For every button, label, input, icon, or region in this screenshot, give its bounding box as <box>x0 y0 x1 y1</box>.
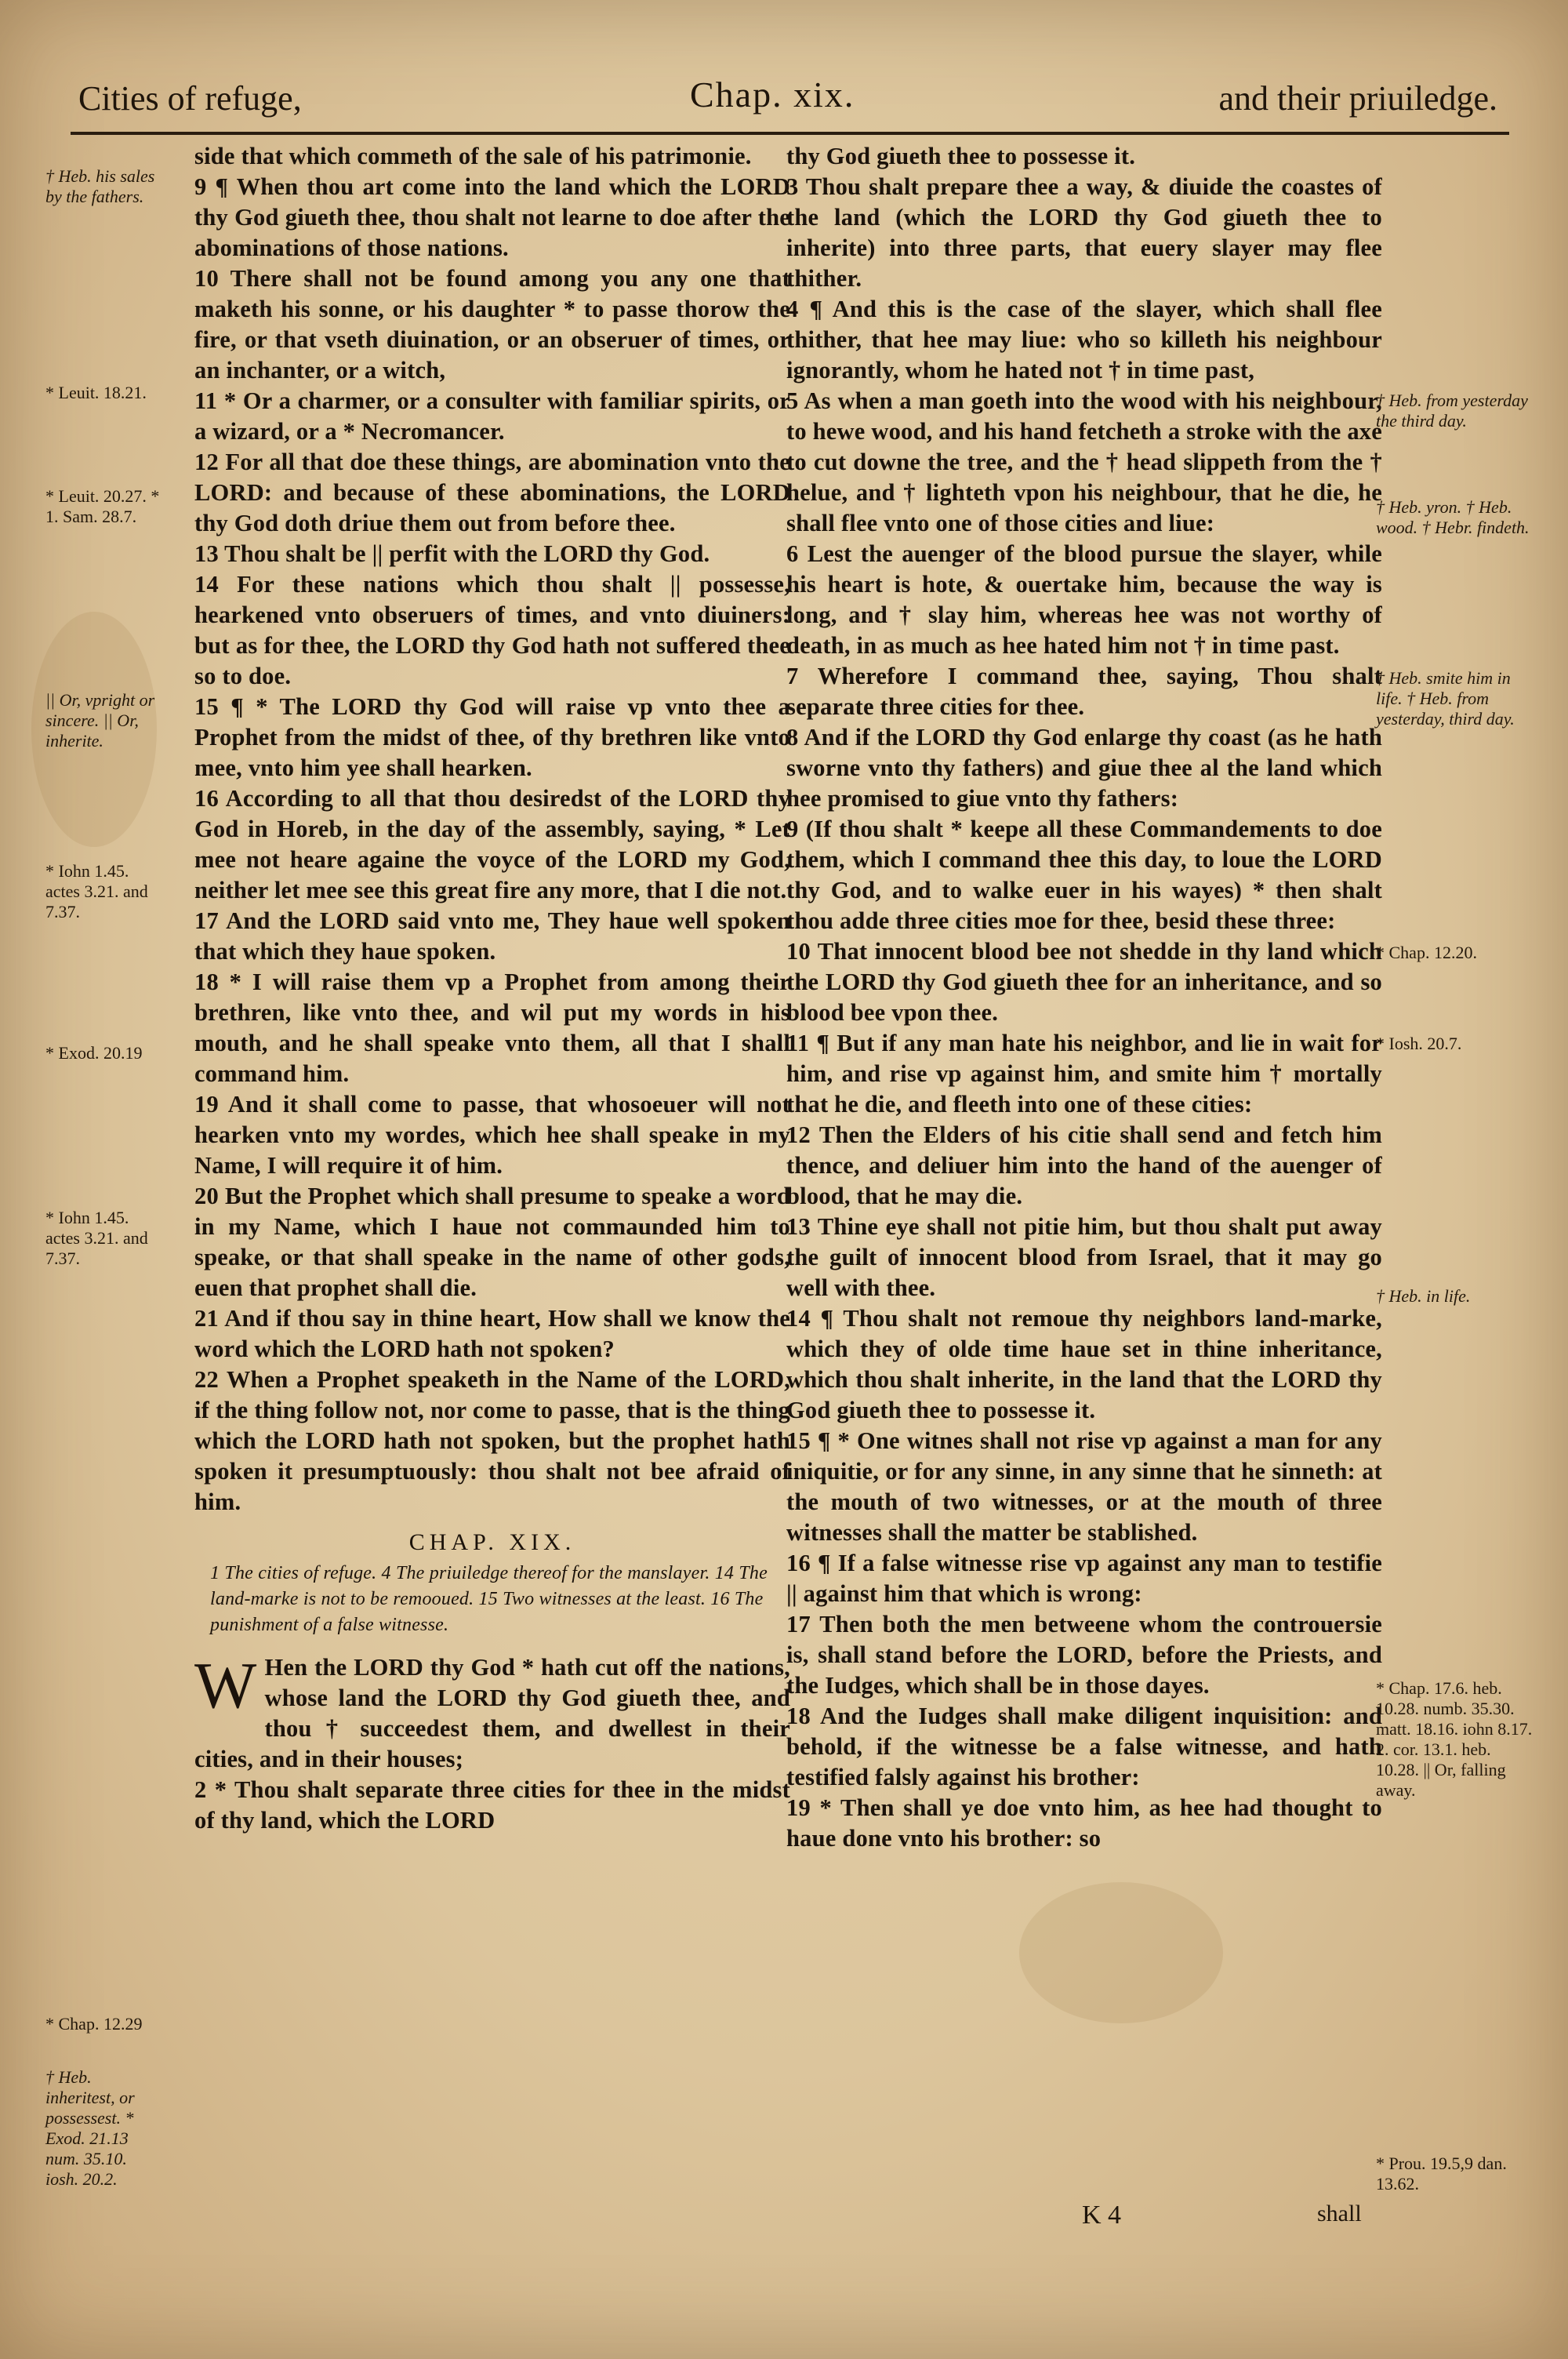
margin-note-left: † Heb. inheritest, or possessest. * Exod. 21.13 num. 35.10. iosh. 20.2. <box>45 2067 135 2189</box>
header-rule <box>71 132 1509 135</box>
margin-note-left: * Exod. 20.19 <box>45 1043 143 1063</box>
verse-paragraph: 18 And the Iudges shall make diligent inquisition: and behold, if the witnesse be a false witnesse, and hath testified falsly against his brother: <box>786 1703 1382 1790</box>
verse-paragraph: thy God giueth thee to possesse it. <box>786 143 1136 169</box>
verse-paragraph: 13 Thou shalt be || perfit with the LORD thy God. <box>194 540 710 567</box>
verse-paragraph: 19 And it shall come to passe, that whosoeuer will not hearken vnto my wordes, which hee shall speake in my Name, I will require it of him. <box>194 1091 790 1179</box>
margin-note-right: † Heb. in life. <box>1376 1286 1471 1306</box>
catchword: shall <box>1317 2201 1362 2226</box>
verse-paragraph: 9 (If thou shalt * keepe all these Commandements to doe them, which I command thee this day, to loue the LORD thy God, and to walke euer in his wayes) * then shalt thou adde three cities moe for thee, besid these three: <box>786 816 1382 934</box>
running-head-center: Chap. xix. <box>690 75 855 114</box>
margin-note-right: † Heb. yron. † Heb. wood. † Hebr. findeth. <box>1376 497 1530 537</box>
verse-paragraph: 14 ¶ Thou shalt not remoue thy neighbors land-marke, which they of olde time haue set in thine inheritance, which thou shalt inherite, in the land that the LORD thy God giueth thee to possesse it. <box>786 1305 1382 1423</box>
verse-paragraph: 16 According to all that thou desiredst of the LORD thy God in Horeb, in the day of the assembly, saying, * Let mee not heare againe the voyce of the LORD my God, neither let mee see this great fire any more, that I die not. <box>194 785 790 903</box>
verse-paragraph: 9 ¶ When thou art come into the land which the LORD thy God giueth thee, thou shalt not learne to doe after the abominations of those nations. <box>194 173 790 261</box>
text-column-left <box>194 141 790 2165</box>
margin-note-left: * Chap. 12.29 <box>45 2014 143 2034</box>
verse-paragraph: 21 And if thou say in thine heart, How shall we know the word which the LORD hath not spoken? <box>194 1305 790 1362</box>
chapter-heading: CHAP. XIX. <box>408 1529 576 1555</box>
verse-paragraph: 4 ¶ And this is the case of the slayer, which shall flee thither, that hee may liue: who so killeth his neighbour ignorantly, whom he hated not † in time past, <box>786 296 1382 383</box>
verse-paragraph: 6 Lest the auenger of the blood pursue the slayer, while his heart is hote, & ouertake him, because the way is long, and † slay him, whereas hee was not worthy of death, in as much as hee hated him not † in time past. <box>786 540 1382 659</box>
margin-note-right: * Chap. 12.20. <box>1376 943 1477 962</box>
chapter-opening <box>194 1649 790 1775</box>
verse-paragraph: 7 Wherefore I command thee, saying, Thou shalt separate three cities for thee. <box>786 663 1382 720</box>
verse-paragraph: 17 Then both the men betweene whom the controuersie is, shall stand before the LORD, before the Priests, and the Iudges, which shall be in those dayes. <box>786 1611 1382 1699</box>
verse-paragraph: 11 ¶ But if any man hate his neighbor, and lie in wait for him, and rise vp against him, and smite him † mortally that he die, and fleeth into one of these cities: <box>786 1030 1382 1118</box>
verse-paragraph: 3 Thou shalt prepare thee a way, & diuide the coastes of the land (which the LORD thy God giueth thee to inherite) into three parts, that euery slayer may flee thither. <box>786 173 1382 292</box>
running-head <box>78 71 1497 125</box>
verse-paragraph: 20 But the Prophet which shall presume to speake a word in my Name, which I haue not commaunded him to speake, or that shall speake in the name of other gods, euen that prophet shall die. <box>194 1183 790 1301</box>
margin-note-right: * Prou. 19.5,9 dan. 13.62. <box>1376 2154 1507 2194</box>
verse-paragraph: 5 As when a man goeth into the wood with his neighbour, to hewe wood, and his hand fetcheth a stroke with the axe to cut downe the tree, and the † head slippeth from the † helue, and † lighteth vpon his neighbour, that he die, he shall flee vnto one of those cities and liue: <box>786 387 1382 536</box>
text-column-right <box>786 141 1382 2196</box>
margin-note-right: * Iosh. 20.7. <box>1376 1034 1462 1053</box>
verse-paragraph: 8 And if the LORD thy God enlarge thy coast (as he hath sworne vnto thy fathers) and giue thee al the land which hee promised to giue vnto thy fathers: <box>786 724 1382 812</box>
verse-paragraph: 2 * Thou shalt separate three cities for thee in the midst of thy land, which the LORD <box>194 1776 790 1834</box>
verse-paragraph: 22 When a Prophet speaketh in the Name of the LORD, if the thing follow not, nor come to passe, that is the thing which the LORD hath not spoken, but the prophet hath spoken it presumptuously: thou shalt not bee afraid of him. <box>194 1366 790 1515</box>
signature-mark: K 4 <box>1082 2201 1122 2230</box>
verse-paragraph: 10 That innocent blood bee not shedde in thy land which the LORD thy God giueth thee for an inheritance, and so blood bee vpon thee. <box>786 938 1382 1026</box>
verse-paragraph: 17 And the LORD said vnto me, They haue well spoken that which they haue spoken. <box>194 907 790 965</box>
chapter-summary: 1 The cities of refuge. 4 The priuiledge thereof for the manslayer. 14 The land-marke is not to be remooued. 15 Two witnesses at the least. 16 The punishment of a false witnesse. <box>210 1563 768 1635</box>
margin-note-left: * Leuit. 20.27. * 1. Sam. 28.7. <box>45 486 160 526</box>
verse-paragraph: 12 For all that doe these things, are abomination vnto the LORD: and because of these abominations, the LORD thy God doth driue them out from before thee. <box>194 449 790 536</box>
margin-note-left: * Iohn 1.45. actes 3.21. and 7.37. <box>45 1208 148 1268</box>
running-head-left: Cities of refuge, <box>78 79 302 118</box>
running-head-right: and their priuiledge. <box>1218 79 1497 118</box>
drop-capital: W <box>194 1649 257 1722</box>
margin-note-right: † Heb. smite him in life. † Heb. from yesterday, third day. <box>1376 668 1515 729</box>
verse-paragraph: 16 ¶ If a false witnesse rise vp against any man to testifie || against him that which is wrong: <box>786 1550 1382 1607</box>
verse-paragraph: side that which commeth of the sale of his patrimonie. <box>194 143 752 169</box>
margin-note-right: † Heb. from yesterday the third day. <box>1376 391 1528 431</box>
verse-paragraph: 18 * I will raise them vp a Prophet from among their brethren, like vnto thee, and wil put my words in his mouth, and he shall speake vnto them, all that I shall command him. <box>194 969 790 1087</box>
verse-paragraph: 11 * Or a charmer, or a consulter with familiar spirits, or a wizard, or a * Necromancer. <box>194 387 790 445</box>
verse-paragraph: 13 Thine eye shall not pitie him, but thou shalt put away the guilt of innocent blood from Israel, that it may go well with thee. <box>786 1213 1382 1301</box>
verse-one: Hen the LORD thy God * hath cut off the nations, whose land the LORD thy God giueth thee, and thou † succeedest them, and dwellest in their cities, and in their houses; <box>194 1654 790 1772</box>
margin-note-right: * Chap. 17.6. heb. 10.28. numb. 35.30. matt. 18.16. iohn 8.17. 2. cor. 13.1. heb. 10.28. || Or, falling away. <box>1376 1678 1533 1800</box>
verse-paragraph: 19 * Then shall ye doe vnto him, as hee had thought to haue done vnto his brother: so <box>786 1794 1382 1852</box>
margin-note-left: † Heb. his sales by the fathers. <box>45 166 155 206</box>
verse-paragraph: 15 ¶ * The LORD thy God will raise vp vnto thee a Prophet from the midst of thee, of thy brethren like vnto mee, vnto him yee shall hearken. <box>194 693 790 781</box>
verse-paragraph: 10 There shall not be found among you any one that maketh his sonne, or his daughter * to passe thorow the fire, or that vseth diuination, or an obseruer of times, or an inchanter, or a witch, <box>194 265 790 383</box>
margin-note-left: || Or, vpright or sincere. || Or, inherite. <box>45 690 155 751</box>
margin-note-left: * Leuit. 18.21. <box>45 383 147 402</box>
verse-paragraph: 12 Then the Elders of his citie shall send and fetch him thence, and deliuer him into the hand of the auenger of blood, that he may die. <box>786 1121 1382 1209</box>
verse-paragraph: 15 ¶ * One witnes shall not rise vp against a man for any iniquitie, or for any sinne, in any sinne that he sinneth: at the mouth of two witnesses, or at the mouth of three witnesses shall the matter be stablished. <box>786 1427 1382 1546</box>
verse-paragraph: 14 For these nations which thou shalt || possesse, hearkened vnto obseruers of times, and vnto diuiners: but as for thee, the LORD thy God hath not suffered thee so to doe. <box>194 571 790 689</box>
margin-note-left: * Iohn 1.45. actes 3.21. and 7.37. <box>45 861 148 921</box>
